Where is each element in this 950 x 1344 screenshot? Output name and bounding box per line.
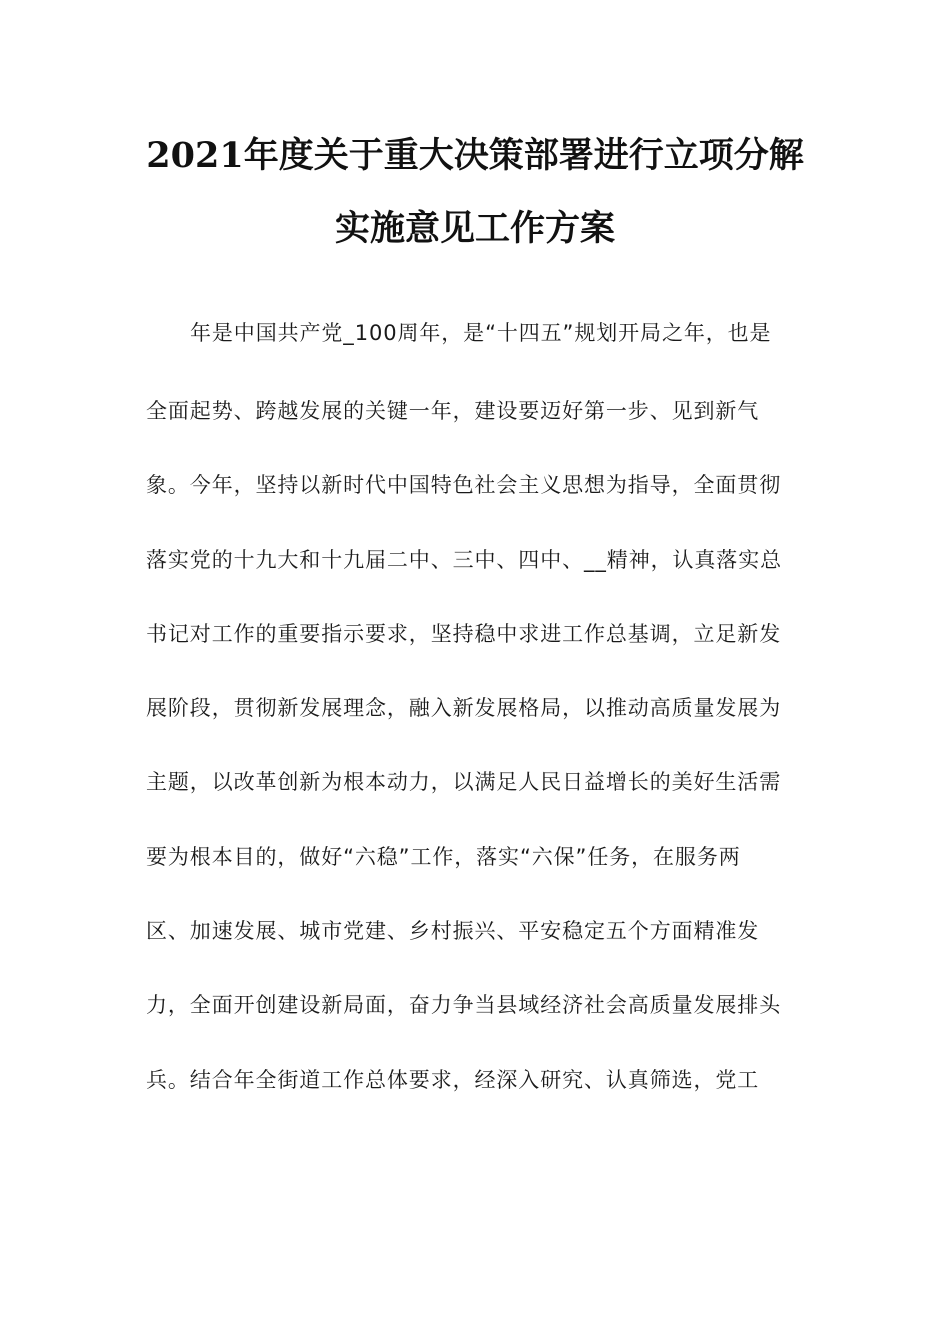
paragraph-line: 落实党的十九大和十九届二中、三中、四中、__精神，认真落实总 (146, 548, 782, 572)
paragraph-line: 主题，以改革创新为根本动力，以满足人民日益增长的美好生活需 (146, 770, 782, 794)
document-title-line-2: 实施意见工作方案 (334, 208, 615, 249)
paragraph-line: 象。今年，坚持以新时代中国特色社会主义思想为指导，全面贯彻 (146, 473, 782, 497)
paragraph-line: 要为根本目的，做好“六稳”工作，落实“六保”任务，在服务两 (146, 845, 741, 869)
paragraph-line: 兵。结合年全街道工作总体要求，经深入研究、认真筛选，党工 (146, 1068, 760, 1092)
paragraph-line: 年是中国共产党_100周年，是“十四五”规划开局之年，也是 (190, 321, 772, 345)
paragraph-line: 全面起势、跨越发展的关键一年，建设要迈好第一步、见到新气 (146, 399, 760, 423)
paragraph-line: 区、加速发展、城市党建、乡村振兴、平安稳定五个方面精准发 (146, 919, 760, 943)
paragraph-line: 书记对工作的重要指示要求，坚持稳中求进工作总基调，立足新发 (146, 622, 782, 646)
paragraph-line: 展阶段，贯彻新发展理念，融入新发展格局，以推动高质量发展为 (146, 696, 782, 720)
document-title-line-1: 2021年度关于重大决策部署进行立项分解 (146, 135, 804, 176)
paragraph-line: 力，全面开创建设新局面，奋力争当县域经济社会高质量发展排头 (146, 993, 782, 1017)
